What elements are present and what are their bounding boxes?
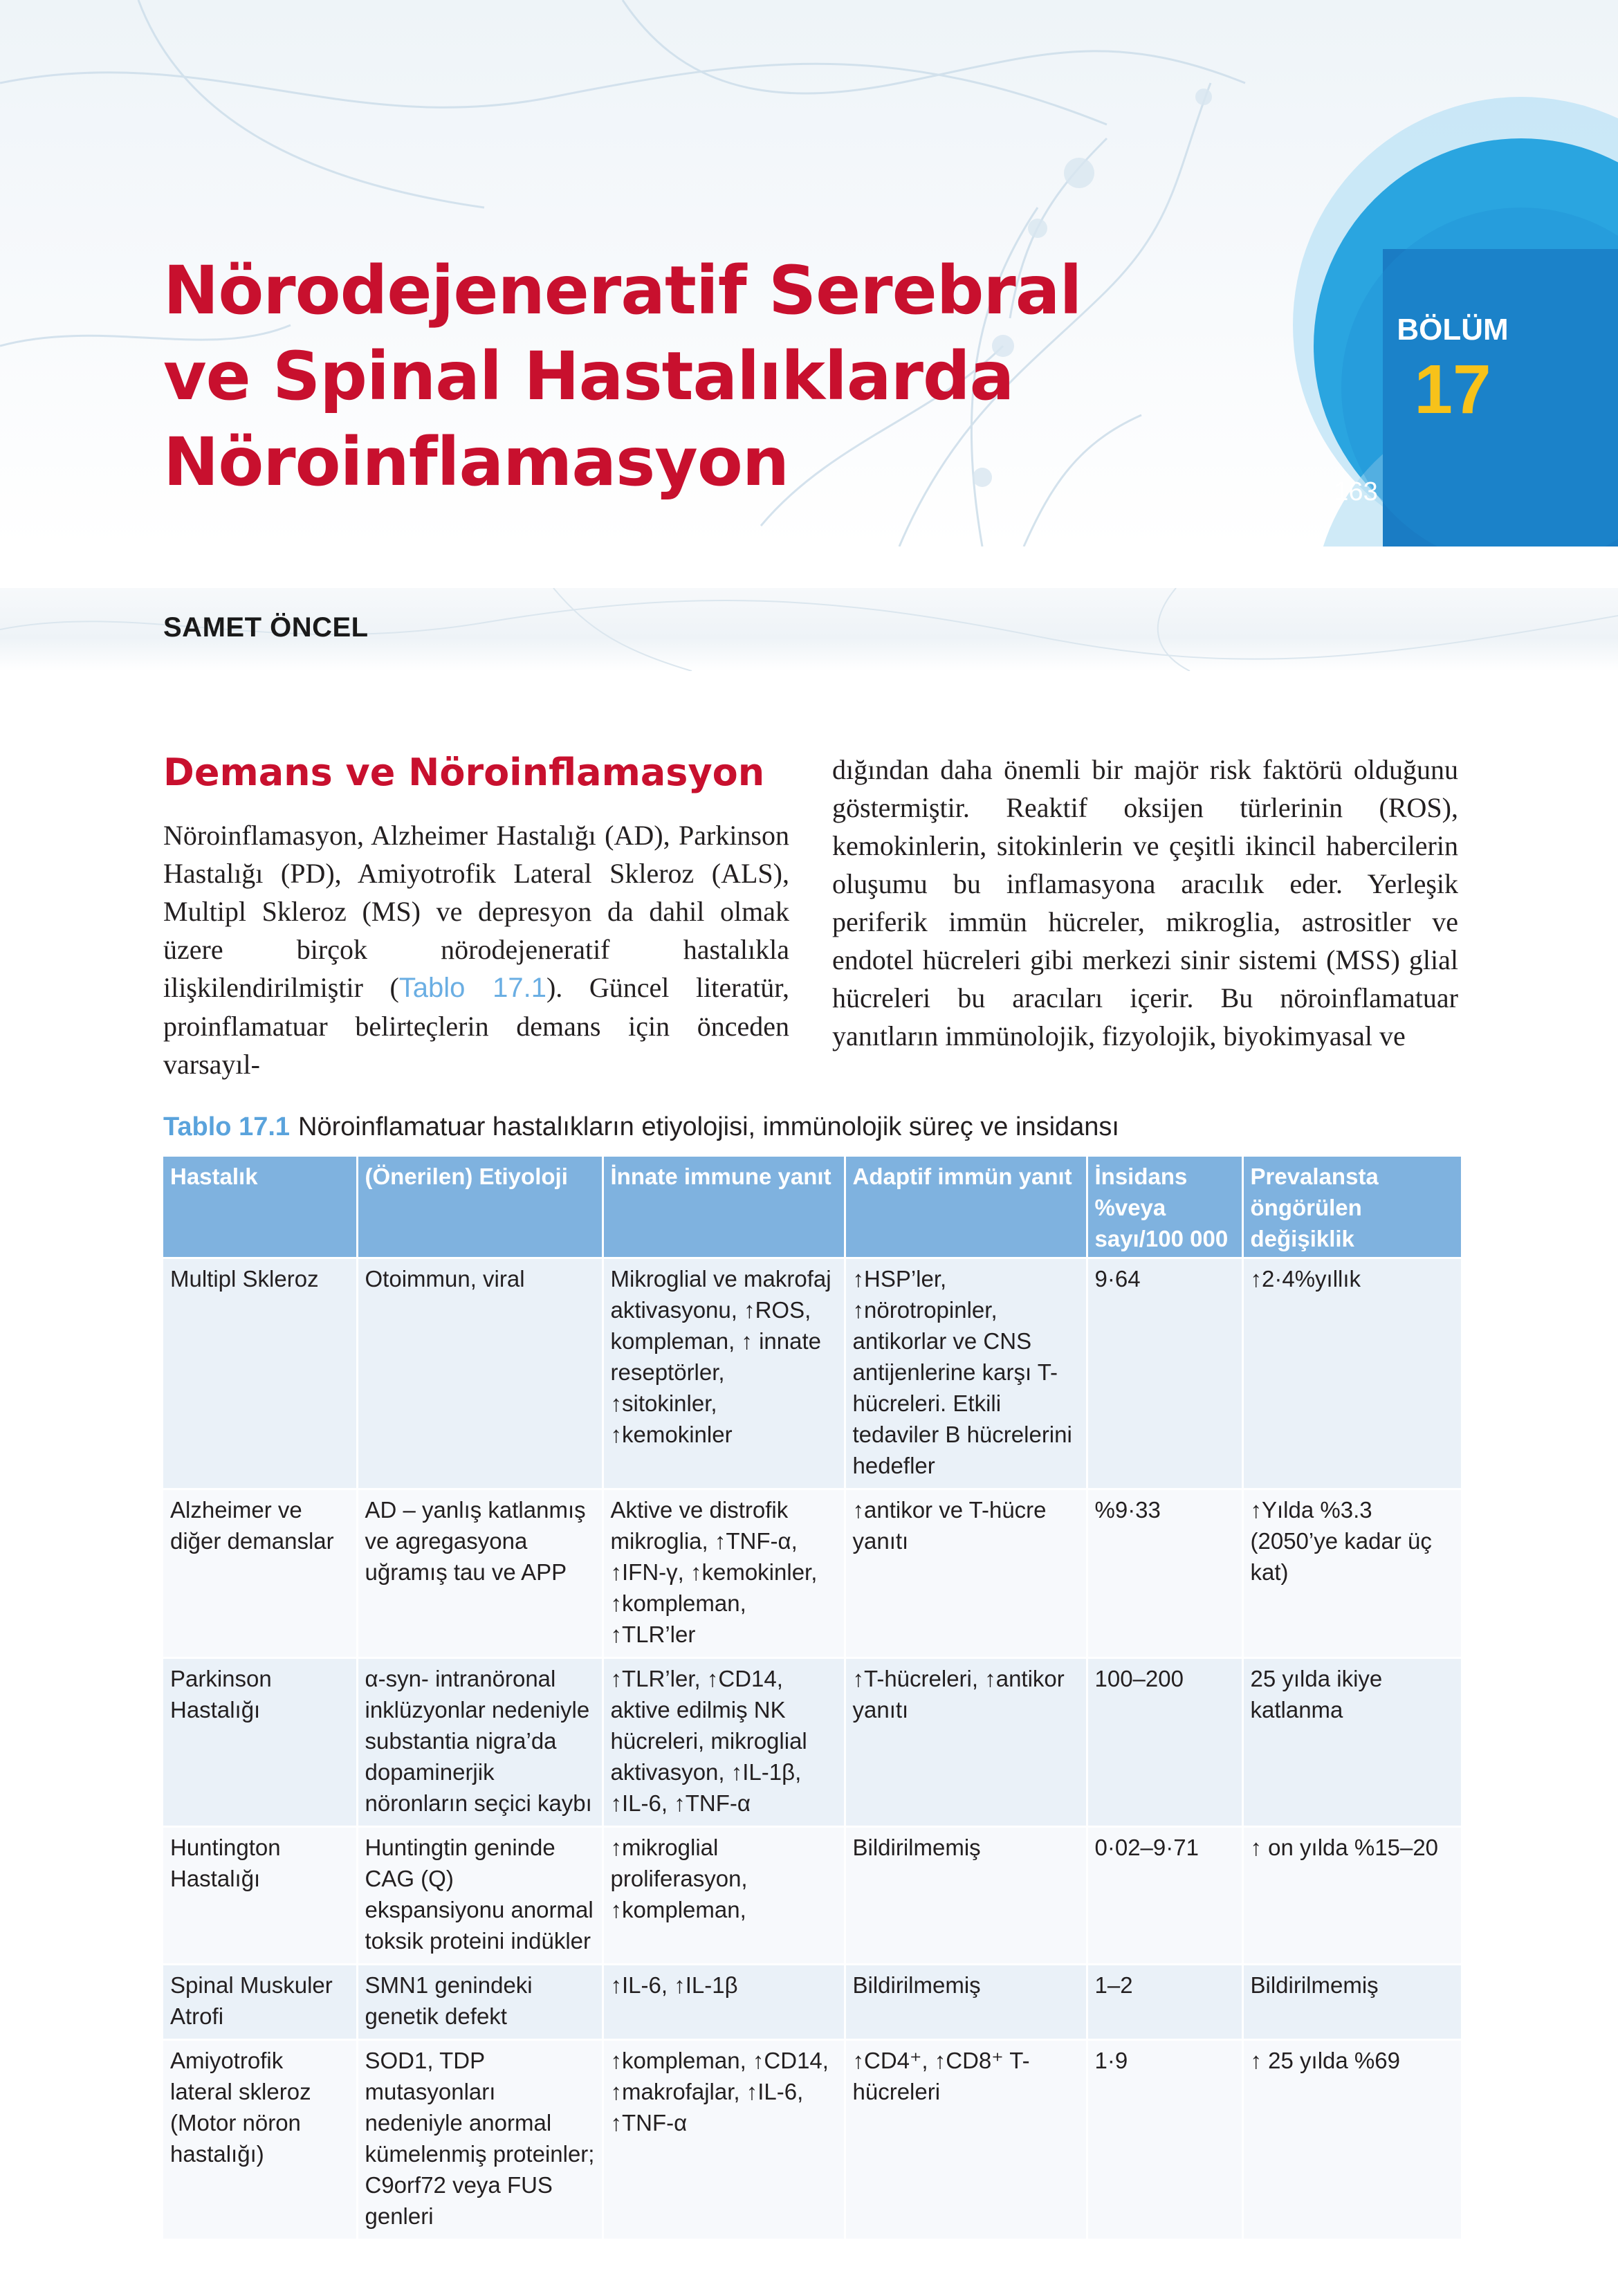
- table-cell: ↑TLR’ler, ↑CD14, aktive edilmiş NK hücreleri, mikroglial aktivasyon, ↑IL-1β, ↑IL-6, ↑TNF-α: [603, 1658, 845, 1827]
- column-header: (Önerilen) Etiyoloji: [357, 1157, 603, 1258]
- table-cell: ↑ on yılda %15–20: [1242, 1827, 1461, 1965]
- table-cell: %9·33: [1087, 1489, 1242, 1658]
- body-column-right: [832, 751, 1458, 1055]
- table-cell: α-syn- intranöronal inklüzyonlar nedeniyle substantia nigra’da dopaminerjik nöronların seçici kaybı: [357, 1658, 603, 1827]
- table-cell: 9·64: [1087, 1258, 1242, 1489]
- table-cell: Amiyotrofik lateral skleroz (Motor nöron hastalığı): [163, 2040, 357, 2239]
- table-cell: Parkinson Hastalığı: [163, 1658, 357, 1827]
- table-cell: Bildirilmemiş: [845, 1827, 1087, 1965]
- author-name: SAMET ÖNCEL: [163, 612, 369, 643]
- column-header: Adaptif immün yanıt: [845, 1157, 1087, 1258]
- table-caption-text: Nöroinflamatuar hastalıkların etiyolojisi, immünolojik süreç ve insidansı: [298, 1112, 1119, 1141]
- table-cell: ↑kompleman, ↑CD14, ↑makrofajlar, ↑IL-6, ↑TNF-α: [603, 2040, 845, 2239]
- table-cell: Bildirilmemiş: [1242, 1965, 1461, 2040]
- section-heading: Demans ve Nöroinflamasyon: [163, 751, 765, 794]
- table-cell: ↑T-hücreleri, ↑antikor yanıtı: [845, 1658, 1087, 1827]
- table-cell: SMN1 genindeki genetik defekt: [357, 1965, 603, 2040]
- title-line-1: Nörodejeneratif Serebral: [163, 252, 1082, 329]
- column-header: Hastalık: [163, 1157, 357, 1258]
- table-cell: Aktive ve distrofik mikroglia, ↑TNF-α, ↑IFN-γ, ↑kemokinler, ↑kompleman, ↑TLR’ler: [603, 1489, 845, 1658]
- table-cell: Huntingtin geninde CAG (Q) ekspansiyonu anormal toksik proteini indükler: [357, 1827, 603, 1965]
- table-cell: 100–200: [1087, 1658, 1242, 1827]
- table-header-row: [163, 1157, 1461, 1258]
- table-cell: ↑2·4%yıllık: [1242, 1258, 1461, 1489]
- body-paragraph-right: dığından daha önemli bir majör risk faktörü olduğunu göstermiştir. Reaktif oksijen türlerinin (ROS), kemokinlerin, sitokinlerin ve çeşitli ikincil habercilerin oluşumu bu inflamasyona aracılık eder. Yerleşik periferik immün hücreler, mikroglia, astrositler ve endotel hücreleri gibi merkezi sinir sistemi (MSS) glial hücreleri bu aracıları içerir. Bu nöroinflamatuar yanıtların immünolojik, fizyolojik, biyokimyasal ve: [832, 754, 1458, 1051]
- table-row: [163, 1658, 1461, 1827]
- table-caption-label: Tablo 17.1: [163, 1112, 291, 1141]
- table-cell: Bildirilmemiş: [845, 1965, 1087, 2040]
- table-row: [163, 1827, 1461, 1965]
- table-cell: Otoimmun, viral: [357, 1258, 603, 1489]
- chapter-title: [163, 248, 1081, 505]
- chapter-label: BÖLÜM: [1397, 313, 1509, 347]
- table-cell: ↑mikroglial proliferasyon, ↑kompleman,: [603, 1827, 845, 1965]
- chapter-badge-circles: [1134, 0, 1618, 547]
- table-cell: 1·9: [1087, 2040, 1242, 2239]
- table-cell: 0·02–9·71: [1087, 1827, 1242, 1965]
- table-row: [163, 1258, 1461, 1489]
- table-cell: Alzheimer ve diğer demanslar: [163, 1489, 357, 1658]
- column-header: Prevalansta öngörülen değişiklik: [1242, 1157, 1461, 1258]
- table-cell: ↑CD4⁺, ↑CD8⁺ T-hücreleri: [845, 2040, 1087, 2239]
- table-cell: ↑ 25 yılda %69: [1242, 2040, 1461, 2239]
- title-line-2: ve Spinal Hastalıklarda: [163, 338, 1014, 415]
- table-caption: [163, 1112, 1119, 1142]
- body-column-left: [163, 816, 789, 1083]
- table-cell: ↑Yılda %3.3 (2050’ye kadar üç kat): [1242, 1489, 1461, 1658]
- disease-table: [163, 1157, 1461, 2239]
- body-text-left-1: Nöroinflamasyon, Alzheimer Hastalığı (AD), Parkinson Hastalığı (PD), Amiyotrofik Lateral Skleroz (ALS), Multipl Skleroz (MS) ve depresyon da dahil olmak üzere birçok nörodejeneratif hastalıkla ilişkilendirilmiştir (: [163, 820, 789, 1003]
- table-cell: ↑antikor ve T-hücre yanıtı: [845, 1489, 1087, 1658]
- table-cell: SOD1, TDP mutasyonları nedeniyle anormal kümelenmiş proteinler; C9orf72 veya FUS genleri: [357, 2040, 603, 2239]
- table-row: [163, 2040, 1461, 2239]
- table-row: [163, 1489, 1461, 1658]
- table-cell: Mikroglial ve makrofaj aktivasyonu, ↑ROS, kompleman, ↑ innate reseptörler, ↑sitokinler, ↑kemokinler: [603, 1258, 845, 1489]
- table-cell: Huntington Hastalığı: [163, 1827, 357, 1965]
- body-paragraph-left: [163, 816, 789, 1083]
- body-text-left-2: ). Güncel literatür, proinflamatuar belirteçlerin demans için önceden varsayıl-: [163, 972, 789, 1080]
- column-header: İnsidans %veya sayı/100 000: [1087, 1157, 1242, 1258]
- chapter-number: 17: [1414, 351, 1491, 428]
- table-cell: Multipl Skleroz: [163, 1258, 357, 1489]
- table-cell: AD – yanlış katlanmış ve agregasyona uğramış tau ve APP: [357, 1489, 603, 1658]
- table-row: [163, 1965, 1461, 2040]
- table-cell: ↑HSP’ler, ↑nörotropinler, antikorlar ve CNS antijenlerine karşı T-hücreleri. Etkili tedaviler B hücrelerini hedefler: [845, 1258, 1087, 1489]
- column-header: İnnate immune yanıt: [603, 1157, 845, 1258]
- title-line-3: Nöroinflamasyon: [163, 423, 789, 501]
- table-cell: Spinal Muskuler Atrofi: [163, 1965, 357, 2040]
- table-cell: 1–2: [1087, 1965, 1242, 2040]
- table-cell: ↑IL-6, ↑IL-1β: [603, 1965, 845, 2040]
- page-number: 163: [1334, 477, 1378, 506]
- table-reference-link[interactable]: Tablo 17.1: [398, 973, 546, 1003]
- table-cell: 25 yılda ikiye katlanma: [1242, 1658, 1461, 1827]
